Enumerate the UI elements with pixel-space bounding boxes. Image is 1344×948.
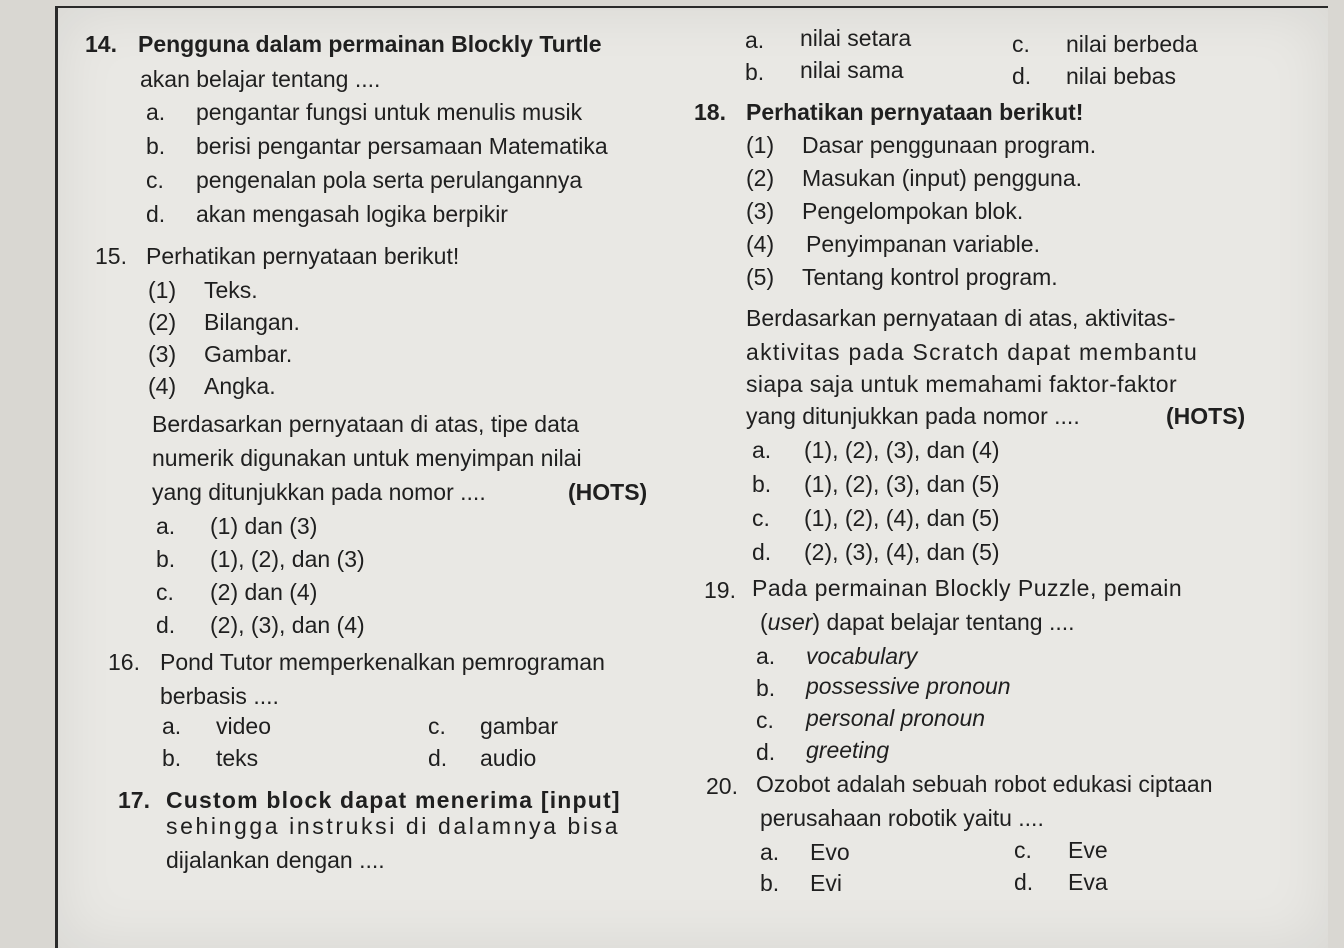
q14-stem-line2: akan belajar tentang .... — [140, 66, 381, 92]
q14-option-b-text[interactable]: berisi pengantar persamaan Matematika — [196, 133, 608, 159]
q18-question-line2: aktivitas pada Scratch dapat membantu — [746, 339, 1199, 365]
q18-option-d-text[interactable]: (2), (3), (4), dan (5) — [804, 539, 1000, 565]
q15-option-b-text[interactable]: (1), (2), dan (3) — [210, 546, 365, 572]
q15-statement-1-text: Teks. — [204, 277, 258, 303]
q17-option-d-letter[interactable]: d. — [1012, 63, 1032, 89]
q15-option-d-text[interactable]: (2), (3), dan (4) — [210, 612, 365, 638]
q19-option-b-text[interactable]: possessive pronoun — [806, 673, 1011, 699]
q15-option-c-text[interactable]: (2) dan (4) — [210, 579, 318, 605]
q18-statement-1-num: (1) — [746, 132, 775, 158]
q16-option-a-letter[interactable]: a. — [162, 713, 182, 739]
q19-option-a-text[interactable]: vocabulary — [806, 643, 918, 669]
q14-option-c-letter[interactable]: c. — [146, 167, 164, 193]
q20-option-b-letter[interactable]: b. — [760, 870, 780, 896]
q20-stem-line1: Ozobot adalah sebuah robot edukasi ciptaan — [756, 771, 1213, 797]
q19-stem-line1: Pada permainan Blockly Puzzle, pemain — [752, 575, 1183, 601]
q15-statement-2-text: Bilangan. — [204, 309, 300, 335]
q19-option-d-text[interactable]: greeting — [806, 737, 890, 763]
q14-option-b-letter[interactable]: b. — [146, 133, 166, 159]
q17-option-a-text[interactable]: nilai setara — [800, 25, 912, 51]
q18-statement-5-num: (5) — [746, 264, 775, 290]
q15-option-a-text[interactable]: (1) dan (3) — [210, 513, 318, 539]
q18-statement-1-text: Dasar penggunaan program. — [802, 132, 1097, 158]
q15-statement-1-num: (1) — [148, 277, 177, 303]
q14-number: 14. — [85, 31, 117, 57]
q17-number: 17. — [118, 787, 150, 813]
q15-question-line1: Berdasarkan pernyataan di atas, tipe data — [152, 411, 580, 437]
q18-option-d-letter[interactable]: d. — [752, 539, 772, 565]
q19-option-c-text[interactable]: personal pronoun — [806, 705, 986, 731]
q17-option-b-letter[interactable]: b. — [745, 59, 765, 85]
q18-statement-3-text: Pengelompokan blok. — [802, 198, 1024, 224]
q18-stem: Perhatikan pernyataan berikut! — [746, 99, 1084, 125]
q18-statement-3-num: (3) — [746, 198, 775, 224]
q15-number: 15. — [95, 243, 127, 269]
q19-stem-paren-open: ( — [760, 609, 768, 635]
q17-option-d-text[interactable]: nilai bebas — [1066, 63, 1176, 89]
q19-option-c-letter[interactable]: c. — [756, 707, 774, 733]
q18-question-line1: Berdasarkan pernyataan di atas, aktivitas- — [746, 305, 1176, 331]
q19-number: 19. — [704, 577, 736, 603]
q16-option-a-text[interactable]: video — [216, 713, 271, 739]
q15-option-b-letter[interactable]: b. — [156, 546, 176, 572]
q19-option-a-letter[interactable]: a. — [756, 643, 776, 669]
q20-option-d-text[interactable]: Eva — [1068, 869, 1108, 895]
q15-statement-3-text: Gambar. — [204, 341, 293, 367]
q17-option-c-text[interactable]: nilai berbeda — [1066, 31, 1198, 57]
q16-option-c-text[interactable]: gambar — [480, 713, 558, 739]
q18-statement-2-num: (2) — [746, 165, 775, 191]
q19-stem-line2 — [760, 608, 1075, 636]
q15-question-line2: numerik digunakan untuk menyimpan nilai — [152, 445, 582, 471]
q20-option-c-letter[interactable]: c. — [1014, 837, 1032, 863]
q18-option-c-text[interactable]: (1), (2), (4), dan (5) — [804, 505, 1000, 531]
q14-option-a-letter[interactable]: a. — [146, 99, 166, 125]
q18-statement-4-num: (4) — [746, 231, 775, 257]
q18-option-c-letter[interactable]: c. — [752, 505, 770, 531]
q18-hots-label: (HOTS) — [1166, 403, 1246, 429]
q16-option-d-text[interactable]: audio — [480, 745, 537, 771]
q15-statement-2-num: (2) — [148, 309, 177, 335]
q18-number: 18. — [694, 99, 726, 125]
q14-option-a-text[interactable]: pengantar fungsi untuk menulis musik — [196, 99, 583, 125]
q15-statement-4-text: Angka. — [204, 373, 276, 399]
q17-stem-line1: Custom block dapat menerima [input] — [166, 787, 621, 813]
q14-stem-line1: Pengguna dalam permainan Blockly Turtle — [138, 31, 602, 57]
q20-option-d-letter[interactable]: d. — [1014, 869, 1034, 895]
q15-option-d-letter[interactable]: d. — [156, 612, 176, 638]
q17-stem-line2: sehingga instruksi di dalamnya bisa — [166, 813, 621, 839]
q19-stem-user-term: user — [767, 609, 813, 635]
q16-option-b-text[interactable]: teks — [216, 745, 259, 771]
q15-statement-4-num: (4) — [148, 373, 177, 399]
q20-option-c-text[interactable]: Eve — [1068, 837, 1108, 863]
q19-option-b-letter[interactable]: b. — [756, 675, 776, 701]
q18-statement-2-text: Masukan (input) pengguna. — [802, 165, 1083, 191]
q18-option-b-letter[interactable]: b. — [752, 471, 772, 497]
q20-number: 20. — [706, 773, 738, 799]
q15-stem: Perhatikan pernyataan berikut! — [146, 243, 460, 269]
q18-question-line4: yang ditunjukkan pada nomor .... — [746, 403, 1080, 429]
q17-option-c-letter[interactable]: c. — [1012, 31, 1030, 57]
q19-stem-line2-rest: ) dapat belajar tentang .... — [812, 609, 1075, 635]
q18-option-a-letter[interactable]: a. — [752, 437, 772, 463]
q15-question-line3: yang ditunjukkan pada nomor .... — [152, 479, 486, 505]
q14-option-d-text[interactable]: akan mengasah logika berpikir — [196, 201, 508, 227]
q20-option-a-letter[interactable]: a. — [760, 839, 780, 865]
q17-stem-line3: dijalankan dengan .... — [166, 847, 385, 873]
q14-option-c-text[interactable]: pengenalan pola serta perulangannya — [196, 167, 583, 193]
q20-option-b-text[interactable]: Evi — [810, 870, 842, 896]
q16-option-c-letter[interactable]: c. — [428, 713, 446, 739]
q20-option-a-text[interactable]: Evo — [810, 839, 850, 865]
q18-statement-4-text: Penyimpanan variable. — [806, 231, 1040, 257]
q18-question-line3: siapa saja untuk memahami faktor-faktor — [746, 371, 1178, 397]
q17-option-b-text[interactable]: nilai sama — [800, 57, 904, 83]
q15-statement-3-num: (3) — [148, 341, 177, 367]
q15-option-c-letter[interactable]: c. — [156, 579, 174, 605]
q15-option-a-letter[interactable]: a. — [156, 513, 176, 539]
q16-number: 16. — [108, 649, 140, 675]
q15-hots-label: (HOTS) — [568, 479, 648, 505]
q18-option-a-text[interactable]: (1), (2), (3), dan (4) — [804, 437, 1000, 463]
q16-option-b-letter[interactable]: b. — [162, 745, 182, 771]
q18-statement-5-text: Tentang kontrol program. — [802, 264, 1058, 290]
q16-option-d-letter[interactable]: d. — [428, 745, 448, 771]
q20-stem-line2: perusahaan robotik yaitu .... — [760, 805, 1044, 831]
q14-option-d-letter[interactable]: d. — [146, 201, 166, 227]
q16-stem-line2: berbasis .... — [160, 683, 279, 709]
q16-stem-line1: Pond Tutor memperkenalkan pemrograman — [160, 649, 605, 675]
q19-option-d-letter[interactable]: d. — [756, 739, 776, 765]
q18-option-b-text[interactable]: (1), (2), (3), dan (5) — [804, 471, 1000, 497]
q17-option-a-letter[interactable]: a. — [745, 27, 765, 53]
